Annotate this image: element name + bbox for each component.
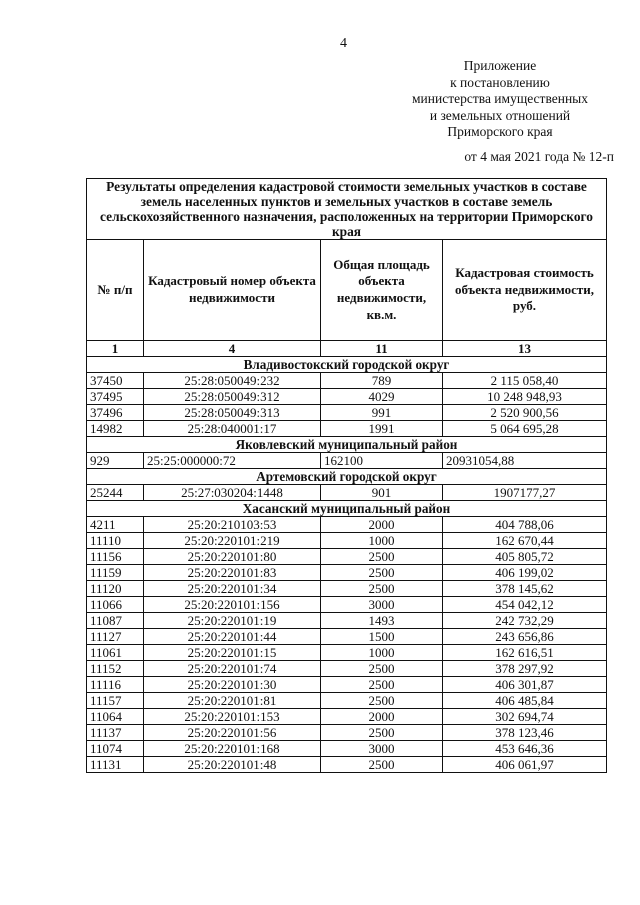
- row-number: 11116: [87, 677, 144, 693]
- cadastral-value: 2 520 900,56: [443, 405, 607, 421]
- cadastral-number: 25:20:210103:53: [144, 517, 321, 533]
- row-number: 11159: [87, 565, 144, 581]
- table-row: [87, 517, 607, 533]
- area: 2000: [321, 709, 443, 725]
- appendix-date: от 4 мая 2021 года № 12-п: [464, 148, 614, 164]
- row-number: 11064: [87, 709, 144, 725]
- column-number: 4: [144, 341, 321, 357]
- appendix-line: и земельных отношений: [429, 107, 571, 123]
- row-number: 11074: [87, 741, 144, 757]
- table-row: [87, 661, 607, 677]
- row-number: 11087: [87, 613, 144, 629]
- cadastral-value: 406 301,87: [443, 677, 607, 693]
- table-row: [87, 405, 607, 421]
- table-row: [87, 757, 607, 773]
- table-row: [87, 613, 607, 629]
- appendix-line: Приложение: [463, 58, 537, 73]
- area: 4029: [321, 389, 443, 405]
- group-header-row: [87, 357, 607, 373]
- cadastral-number: 25:20:220101:168: [144, 741, 321, 757]
- row-number: 14982: [87, 421, 144, 437]
- row-number: 37450: [87, 373, 144, 389]
- table-row: [87, 549, 607, 565]
- group-name: Артемовский городской округ: [87, 469, 607, 485]
- table-row: [87, 725, 607, 741]
- cadastral-number: 25:25:000000:72: [144, 453, 321, 469]
- area: 2500: [321, 757, 443, 773]
- area: 2500: [321, 581, 443, 597]
- table-row: [87, 373, 607, 389]
- cadastral-number: 25:20:220101:83: [144, 565, 321, 581]
- row-number: 11157: [87, 693, 144, 709]
- cadastral-table: [86, 178, 607, 773]
- table-row: [87, 645, 607, 661]
- cadastral-number: 25:28:040001:17: [144, 421, 321, 437]
- row-number: 11110: [87, 533, 144, 549]
- cadastral-number: 25:20:220101:80: [144, 549, 321, 565]
- column-number: 1: [87, 341, 144, 357]
- appendix-block: [380, 58, 620, 166]
- cadastral-number: 25:20:220101:156: [144, 597, 321, 613]
- cadastral-value: 162 616,51: [443, 645, 607, 661]
- area: 2500: [321, 549, 443, 565]
- group-name: Яковлевский муниципальный район: [87, 437, 607, 453]
- cadastral-value: 404 788,06: [443, 517, 607, 533]
- row-number: 11061: [87, 645, 144, 661]
- cadastral-number: 25:20:220101:219: [144, 533, 321, 549]
- area: 1991: [321, 421, 443, 437]
- row-number: 25244: [87, 485, 144, 501]
- cadastral-number: 25:20:220101:48: [144, 757, 321, 773]
- appendix-line: министерства имущественных: [412, 91, 588, 107]
- cadastral-value: 243 656,86: [443, 629, 607, 645]
- table-header-row: [87, 240, 607, 341]
- cadastral-value: 5 064 695,28: [443, 421, 607, 437]
- row-number: 11066: [87, 597, 144, 613]
- table-row: [87, 389, 607, 405]
- group-header-row: [87, 501, 607, 517]
- cadastral-number: 25:20:220101:74: [144, 661, 321, 677]
- area: 901: [321, 485, 443, 501]
- row-number: 11137: [87, 725, 144, 741]
- cadastral-number: 25:20:220101:19: [144, 613, 321, 629]
- area: 2000: [321, 517, 443, 533]
- table-row: [87, 533, 607, 549]
- cadastral-number: 25:20:220101:81: [144, 693, 321, 709]
- area: 2500: [321, 661, 443, 677]
- cadastral-value: 453 646,36: [443, 741, 607, 757]
- group-name: Хасанский муниципальный район: [87, 501, 607, 517]
- cadastral-value: 10 248 948,93: [443, 389, 607, 405]
- cadastral-value: 302 694,74: [443, 709, 607, 725]
- column-number: 13: [443, 341, 607, 357]
- row-number: 37495: [87, 389, 144, 405]
- cadastral-value: 454 042,12: [443, 597, 607, 613]
- cadastral-value: 406 061,97: [443, 757, 607, 773]
- appendix-line: к постановлению: [450, 74, 550, 90]
- cadastral-number: 25:20:220101:44: [144, 629, 321, 645]
- cadastral-value: 378 123,46: [443, 725, 607, 741]
- cadastral-number: 25:20:220101:153: [144, 709, 321, 725]
- appendix-line: Приморского края: [447, 124, 553, 140]
- column-number: 11: [321, 341, 443, 357]
- header-area: Общая площадь объекта недвижимости, кв.м.: [321, 240, 443, 341]
- area: 2500: [321, 693, 443, 709]
- table-title: Результаты определения кадастровой стоимости земельных участков в составе земель населенных пунктов и земельных участков в составе земель сельскохозяйственного назначения, расположенных на территории Приморского края: [87, 179, 607, 240]
- column-number-row: [87, 341, 607, 357]
- table-row: [87, 565, 607, 581]
- area: 2500: [321, 565, 443, 581]
- header-cadastral-number: Кадастровый номер объекта недвижимости: [144, 240, 321, 341]
- area: 1493: [321, 613, 443, 629]
- area: 991: [321, 405, 443, 421]
- table-row: [87, 677, 607, 693]
- area: 162100: [321, 453, 443, 469]
- cadastral-value: 378 297,92: [443, 661, 607, 677]
- cadastral-value: 1907177,27: [443, 485, 607, 501]
- table-row: [87, 741, 607, 757]
- cadastral-value: 242 732,29: [443, 613, 607, 629]
- row-number: 11127: [87, 629, 144, 645]
- row-number: 37496: [87, 405, 144, 421]
- table-row: [87, 485, 607, 501]
- row-number: 4211: [87, 517, 144, 533]
- group-header-row: [87, 437, 607, 453]
- cadastral-value: 378 145,62: [443, 581, 607, 597]
- table-row: [87, 581, 607, 597]
- table-row: [87, 597, 607, 613]
- area: 1500: [321, 629, 443, 645]
- cadastral-value: 406 199,02: [443, 565, 607, 581]
- cadastral-value: 406 485,84: [443, 693, 607, 709]
- table-row: [87, 693, 607, 709]
- cadastral-number: 25:20:220101:30: [144, 677, 321, 693]
- group-header-row: [87, 469, 607, 485]
- cadastral-number: 25:20:220101:56: [144, 725, 321, 741]
- table-row: [87, 629, 607, 645]
- header-cadastral-value: Кадастровая стоимость объекта недвижимости, руб.: [443, 240, 607, 341]
- area: 2500: [321, 725, 443, 741]
- area: 1000: [321, 645, 443, 661]
- cadastral-number: 25:28:050049:232: [144, 373, 321, 389]
- row-number: 11152: [87, 661, 144, 677]
- table-row: [87, 453, 607, 469]
- group-name: Владивостокский городской округ: [87, 357, 607, 373]
- row-number: 11131: [87, 757, 144, 773]
- header-number: № п/п: [87, 240, 144, 341]
- cadastral-value: 405 805,72: [443, 549, 607, 565]
- table-row: [87, 421, 607, 437]
- area: 3000: [321, 597, 443, 613]
- cadastral-number: 25:28:050049:312: [144, 389, 321, 405]
- cadastral-number: 25:28:050049:313: [144, 405, 321, 421]
- cadastral-number: 25:27:030204:1448: [144, 485, 321, 501]
- row-number: 929: [87, 453, 144, 469]
- cadastral-value: 2 115 058,40: [443, 373, 607, 389]
- row-number: 11120: [87, 581, 144, 597]
- area: 3000: [321, 741, 443, 757]
- cadastral-number: 25:20:220101:15: [144, 645, 321, 661]
- area: 1000: [321, 533, 443, 549]
- area: 2500: [321, 677, 443, 693]
- cadastral-number: 25:20:220101:34: [144, 581, 321, 597]
- area: 789: [321, 373, 443, 389]
- table-row: [87, 709, 607, 725]
- page-number: 4: [340, 36, 347, 51]
- row-number: 11156: [87, 549, 144, 565]
- cadastral-value: 20931054,88: [443, 453, 607, 469]
- cadastral-value: 162 670,44: [443, 533, 607, 549]
